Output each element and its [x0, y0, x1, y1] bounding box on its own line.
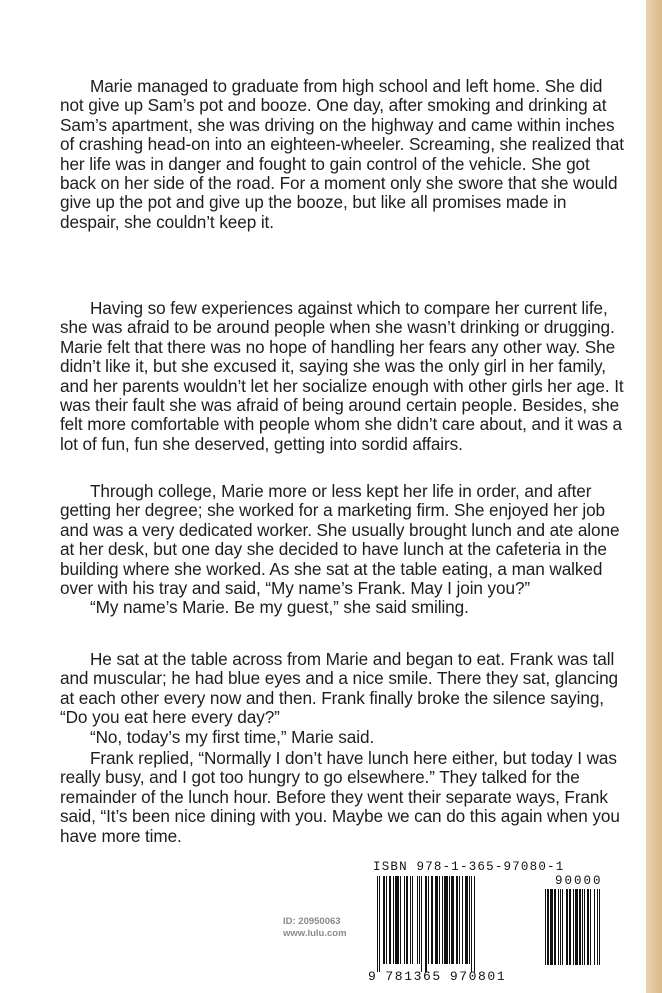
barcode-bar: [421, 876, 422, 972]
paragraph-frank: [60, 650, 626, 747]
paragraph-college: [60, 482, 626, 618]
barcode-bar: [474, 876, 475, 972]
barcode-bar: [558, 889, 559, 965]
barcode-bar: [449, 876, 450, 964]
barcode-bar: [435, 876, 438, 964]
ean13-barcode: [377, 876, 537, 974]
barcode-bar: [597, 889, 598, 965]
barcode-bar: [462, 876, 463, 964]
price-code: 90000: [555, 874, 603, 888]
barcode-bar: [379, 876, 380, 972]
barcode-bar: [582, 889, 583, 965]
barcode-bar: [389, 876, 391, 964]
barcode-digits: [368, 969, 506, 984]
barcode-bar: [459, 876, 460, 964]
barcode-bar: [465, 876, 468, 964]
paragraph-fears: [60, 299, 626, 454]
barcode-bar: [404, 876, 405, 964]
barcode-bar: [406, 876, 408, 964]
barcode-bar: [451, 876, 454, 964]
paragraph-text: Through college, Marie more or less kept her life in order, and after getting her degree; she worked for a marketing firm. She enjoyed her job and was a very dedicated worker. She usually brought lunch and ate alone at her desk, but one day she decided to have lunch at the cafeteria in the building where she worked. As she sat at the table eating, a man walked over with his tray and said, “My name’s Frank. May I join you?”: [60, 481, 620, 599]
addon-barcode: [545, 889, 645, 971]
barcode-bar: [431, 876, 433, 964]
paragraph-text: Frank replied, “Normally I don’t have lunch here either, but today I was really busy, and I got too hungry to go elsewhere.” They talked for the remainder of the lunch hour. Before they went their separate ways, Frank said, “It’s been nice dining with you. Maybe we can do this again when you have more time.: [60, 748, 620, 846]
paragraph-graduation: [60, 77, 626, 232]
barcode-bar: [393, 876, 394, 964]
barcode-bar: [575, 889, 578, 965]
paragraph-text: He sat at the table across from Marie and began to eat. Frank was tall and muscular; he had blue eyes and a nice smile. There they sat, glancing at each other every now and then. Frank finally broke the silence saying, “Do you eat here every day?”: [60, 649, 618, 728]
barcode-bar: [584, 889, 585, 965]
barcode-bar: [545, 889, 546, 965]
barcode-digit-group-right: 970801: [449, 969, 507, 984]
barcode-bar: [547, 889, 549, 965]
barcode-digit-lead: 9: [368, 969, 378, 984]
barcode-bar: [400, 876, 401, 964]
publisher-url: www.lulu.com: [283, 928, 347, 939]
barcode-bar: [560, 889, 561, 965]
barcode-bar: [444, 876, 448, 964]
barcode-bar: [417, 876, 418, 964]
barcode-bar: [471, 876, 472, 972]
barcode-bar: [554, 889, 556, 965]
barcode-bar: [377, 876, 378, 972]
barcode-bar: [428, 876, 429, 964]
barcode-bar: [410, 876, 411, 964]
barcode-bar: [566, 889, 568, 965]
barcode-bar: [442, 876, 443, 964]
barcode-bar: [550, 889, 553, 965]
barcode-bar: [439, 876, 440, 964]
barcode-bar: [573, 889, 574, 965]
barcode-bar: [587, 889, 589, 965]
barcode-bar: [412, 876, 413, 964]
barcode-bar: [456, 876, 458, 964]
dialogue-line: “My name’s Marie. Be my guest,” she said smiling.: [90, 597, 469, 618]
barcode-bar: [590, 889, 591, 965]
barcode-bar: [579, 889, 581, 965]
barcode-bar: [395, 876, 399, 964]
publisher-info: [283, 916, 347, 940]
barcode-bar: [383, 876, 385, 964]
barcode-bar: [386, 876, 387, 964]
barcode-bar: [594, 889, 595, 965]
barcode-bar: [469, 876, 470, 964]
barcode-bar: [569, 889, 571, 965]
paragraph-text: Having so few experiences against which to compare her current life, she was afraid to be around people when she wasn’t drinking or drugging. Marie felt that there was no hope of handling her fears any other way. She didn’t like it, but she excused it, saying she was the only girl in her family, and her parents wouldn’t let her socialize enough with other girls her age. It was their fault she was afraid of being around certain people. Besides, she felt more comfortable with people whom she didn’t care about, and it was a lot of fun, fun she deserved, getting into sordid affairs.: [60, 298, 624, 454]
paragraph-text: Marie managed to graduate from high school and left home. She did not give up Sam’s pot and booze. One day, after smoking and drinking at Sam’s apartment, she was driving on the highway and came within inches of crashing head-on into an eighteen-wheeler. Screaming, she realized that her life was in danger and fought to gain control of the vehicle. She got back on her side of the road. For a moment only she swore that she would give up the pot and give up the booze, but like all promises made in despair, she couldn’t keep it.: [60, 76, 624, 232]
barcode-bar: [562, 889, 563, 965]
barcode-bar: [599, 889, 600, 965]
isbn-label: ISBN 978-1-365-97080-1: [373, 860, 565, 874]
publisher-id: ID: 20950063: [283, 916, 341, 927]
page-edge: [646, 0, 662, 993]
barcode-bar: [425, 876, 427, 972]
barcode-digit-group-left: 781365: [385, 969, 442, 984]
barcode-bar: [419, 876, 420, 964]
dialogue-line: “No, today’s my first time,” Marie said.: [90, 726, 375, 747]
paragraph-reply: [60, 749, 626, 846]
